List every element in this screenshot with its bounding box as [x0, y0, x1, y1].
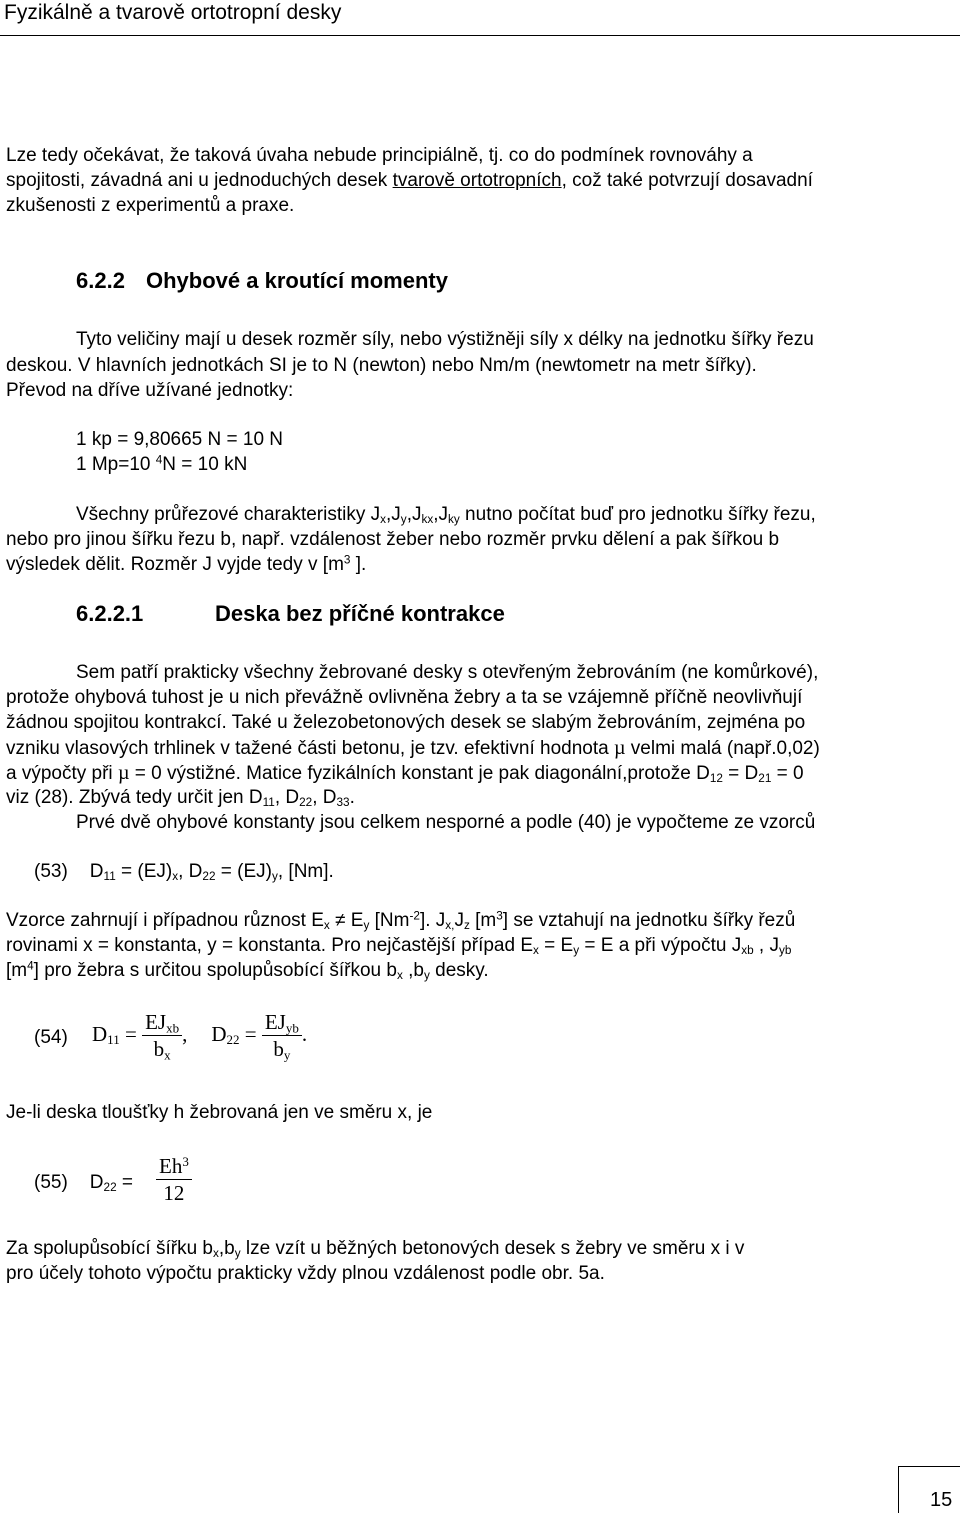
para-6221-line-6 — [6, 788, 355, 807]
text: , [Nm]. — [277, 861, 334, 882]
text: = E a při výpočtu J — [579, 935, 742, 956]
subscript: x — [172, 869, 179, 883]
text: N = 10 kN — [162, 454, 248, 475]
equation-54 — [92, 1010, 308, 1063]
subscript: yb — [779, 943, 792, 957]
text: = — [239, 1021, 262, 1046]
text: 1 Mp=10 — [76, 454, 156, 475]
fraction — [156, 1153, 192, 1205]
intro-underlined-term: tvarově ortotropních — [392, 170, 562, 191]
para-622-line-1: Tyto veličiny mají u desek rozměr síly, nebo výstižněji síly x délky na jednotku šířky řezu — [76, 329, 814, 350]
intro-line-2 — [6, 171, 813, 190]
para-622-line-3: Převod na dříve užívané jednotky: — [6, 380, 294, 401]
text: Vzorce zahrnují i případnou různost E — [6, 910, 324, 931]
subscript: x — [396, 968, 403, 982]
para-6221-line-2: protože ohybová tuhost je u nich převážně ovlivněna žebry a ta se vzájemně příčně neovlivňují — [6, 687, 803, 708]
subscript: y — [400, 512, 407, 526]
para-vzorce-line-1 — [6, 911, 795, 930]
text: velmi malá (např.0,02) — [625, 738, 820, 759]
text: D — [92, 1021, 108, 1046]
text: = — [116, 1172, 133, 1193]
equation-53 — [34, 862, 334, 881]
superscript: 4 — [27, 959, 34, 973]
line-jeli: Je-li deska tloušťky h žebrovaná jen ve směru x, je — [6, 1102, 433, 1123]
text: [m — [6, 960, 28, 981]
neq-symbol: ≠ — [329, 910, 351, 931]
text: , D — [312, 787, 337, 808]
unit-conversion-2 — [76, 455, 247, 474]
text: Všechny průřezové charakteristiky J — [76, 504, 381, 525]
subscript: x — [164, 1047, 171, 1063]
text: ,J — [386, 504, 401, 525]
subscript: y — [234, 1246, 241, 1260]
text: ] se vztahují na jednotku šířky řezů — [502, 910, 796, 931]
subscript: 22 — [299, 795, 313, 809]
subscript: xb — [166, 1020, 180, 1036]
text: D — [89, 861, 104, 882]
text: , — [182, 1021, 188, 1046]
subscript: x — [213, 1246, 219, 1260]
text: b — [153, 1037, 165, 1061]
subscript: 22 — [226, 1032, 240, 1048]
para-6221-line-7: Prvé dvě ohybové konstanty jsou celkem nesporné a podle (40) je vypočteme ze vzorců — [76, 812, 816, 833]
subscript: y — [423, 968, 430, 982]
text: vzniku vlasových trhlinek v tažené části betonu, je tzv. efektivní hodnota — [6, 738, 614, 759]
text: lze vzít u běžných betonových desek s žebry ve směru x i v — [240, 1238, 745, 1259]
text: [Nm — [369, 910, 410, 931]
text: , J — [753, 935, 779, 956]
closing-line-1 — [6, 1239, 744, 1258]
superscript: 3 — [182, 1153, 189, 1169]
intro-line-3: zkušenosti z experimentů a praxe. — [6, 195, 295, 216]
text: Eh — [159, 1154, 183, 1178]
fraction-denominator: 12 — [163, 1181, 185, 1205]
text: [m — [469, 910, 497, 931]
text: = 0 — [771, 763, 804, 784]
subscript: yb — [285, 1020, 299, 1036]
subscript: y — [283, 1047, 291, 1063]
text: , D — [178, 861, 203, 882]
text: . — [349, 787, 355, 808]
equation-number: (53) — [34, 861, 68, 882]
text: Za spolupůsobící šířku b — [6, 1238, 213, 1259]
characteristics-line-2: nebo pro jinou šířku řezu b, např. vzdálenost žeber nebo rozměr prvku dělení a pak šířkou b — [6, 529, 780, 550]
superscript: -2 — [409, 909, 420, 923]
section-title-622: Ohybové a kroutící momenty — [146, 268, 448, 293]
subscript: x, — [445, 918, 455, 932]
intro-line-1: Lze tedy očekávat, že taková úvaha nebude principiálně, tj. co do podmínek rovnováhy a — [6, 145, 753, 166]
text: = 0 výstižné. Matice fyzikálních konstant je pak diagonální,protože D — [129, 763, 710, 784]
para-6221-line-5 — [6, 763, 804, 783]
text: = D — [722, 763, 759, 784]
superscript: 3 — [343, 553, 351, 567]
para-vzorce-line-3 — [6, 961, 489, 980]
characteristics-line-3 — [6, 555, 366, 574]
text: b — [273, 1037, 284, 1061]
fraction-d11 — [142, 1010, 182, 1063]
text: = (EJ) — [215, 861, 272, 882]
subscript: 22 — [103, 1180, 117, 1194]
text: D — [89, 1172, 104, 1193]
subscript: kx — [421, 512, 434, 526]
text: desky. — [429, 960, 489, 981]
section-number-622: 6.2.2 — [76, 268, 125, 293]
unit-conversion-1: 1 kp = 9,80665 N = 10 N — [76, 429, 284, 450]
equation-54-number: (54) — [34, 1027, 68, 1048]
subscript: z — [463, 918, 470, 932]
subscript: x — [533, 943, 539, 957]
fraction-numerator — [156, 1153, 192, 1180]
subscript: 22 — [202, 869, 216, 883]
text: J — [454, 910, 464, 931]
subscript: ky — [448, 512, 460, 526]
subscript: x — [380, 512, 387, 526]
subscript: 12 — [709, 771, 723, 785]
page-number: 15 — [930, 1489, 953, 1511]
subscript: x — [323, 918, 330, 932]
fraction-d22-eh3 — [156, 1153, 192, 1205]
text: ,b — [218, 1238, 235, 1259]
text: a výpočty při — [6, 763, 118, 784]
text: D — [211, 1021, 227, 1046]
text: ,b — [402, 960, 424, 981]
text: ,J — [406, 504, 422, 525]
text: EJ — [264, 1010, 286, 1034]
section-title-6221: Deska bez příčné kontrakce — [215, 601, 505, 626]
superscript: 4 — [155, 453, 163, 467]
fraction-numerator — [262, 1012, 302, 1036]
subscript: 11 — [103, 869, 116, 883]
section-number-6221: 6.2.2.1 — [76, 601, 144, 626]
fraction-d22 — [262, 1010, 302, 1063]
closing-line-2: pro účely tohoto výpočtu prakticky vždy plnou vzdálenost podle obr. 5a. — [6, 1263, 605, 1284]
subscript: xb — [741, 943, 754, 957]
subscript: y — [573, 943, 580, 957]
characteristics-line-1 — [76, 505, 816, 524]
text: . — [301, 1021, 308, 1046]
text: = E — [538, 935, 574, 956]
subscript: 33 — [336, 795, 350, 809]
running-header: Fyzikálně a tvarově ortotropní desky — [4, 1, 342, 24]
text: = (EJ) — [115, 861, 173, 882]
equation-number: (55) — [34, 1172, 68, 1193]
fraction-denominator — [262, 1036, 302, 1063]
intro-text: , což také potvrzují dosavadní — [561, 170, 813, 191]
para-6221-line-3: žádnou spojitou kontrakcí. Také u železobetonových desek se slabým žebrováním, zejména po — [6, 712, 806, 733]
fraction-denominator — [142, 1036, 182, 1063]
text: nutno počítat buď pro jednotku šířky řezu, — [459, 504, 816, 525]
text: výsledek dělit. Rozměr J vyjde tedy v [m — [6, 554, 344, 575]
text: EJ — [145, 1010, 167, 1034]
text: E — [350, 910, 364, 931]
text: viz (28). Zbývá tedy určit jen D — [6, 787, 263, 808]
intro-text: spojitosti, závadná ani u jednoduchých desek — [6, 170, 393, 191]
text: ]. J — [419, 910, 446, 931]
fraction-numerator — [142, 1012, 182, 1036]
text: ,J — [433, 504, 449, 525]
para-6221-line-1: Sem patří prakticky všechny žebrované desky s otevřeným žebrováním (ne komůrkové), — [76, 662, 819, 683]
para-622-line-2: deskou. V hlavních jednotkách SI je to N (newton) nebo Nm/m (newtometr na metr šířky). — [6, 355, 757, 376]
para-6221-line-4 — [6, 738, 820, 758]
equation-55 — [34, 1173, 133, 1192]
text: , D — [274, 787, 300, 808]
para-vzorce-line-2 — [6, 936, 791, 955]
subscript: y — [271, 869, 278, 883]
subscript: 11 — [262, 795, 275, 809]
text: ]. — [350, 554, 367, 575]
text: = — [119, 1021, 143, 1046]
subscript: 21 — [758, 771, 772, 785]
text: ] pro žebra s určitou spolupůsobící šířkou b — [33, 960, 397, 981]
superscript: 3 — [496, 909, 503, 923]
mu-symbol: µ — [613, 737, 626, 759]
text: rovinami x = konstanta, y = konstanta. Pro nejčastější případ E — [6, 935, 533, 956]
mu-symbol: µ — [117, 762, 130, 784]
subscript: y — [363, 918, 370, 932]
subscript: 11 — [107, 1032, 120, 1048]
header-rule — [0, 35, 960, 36]
